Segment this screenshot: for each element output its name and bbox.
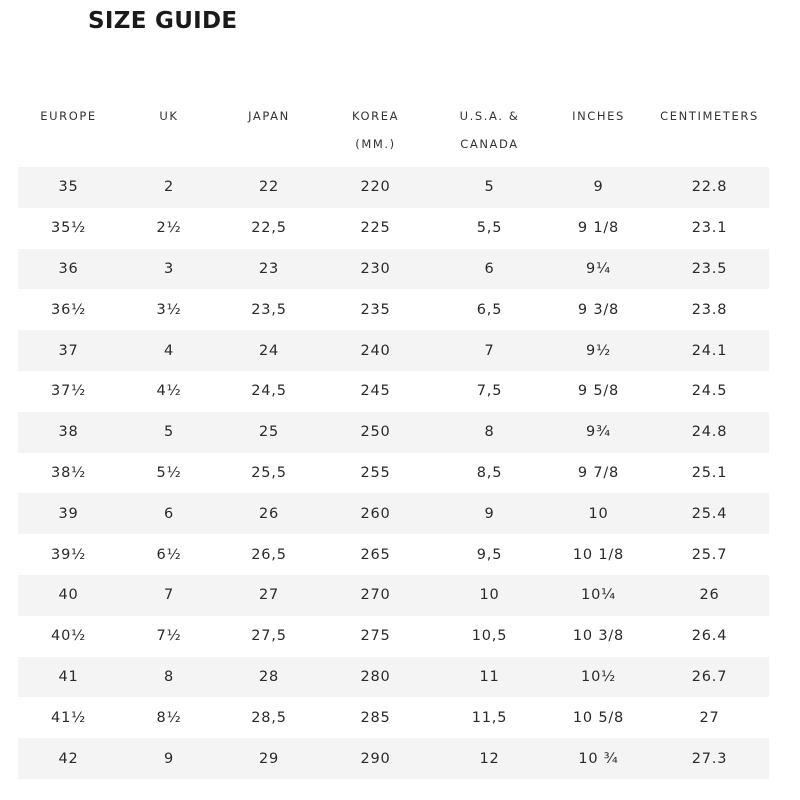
cell-japan: 22 (219, 167, 319, 208)
cell-uk: 7 (119, 575, 219, 616)
column-header-japan (219, 92, 319, 167)
header-row (18, 92, 769, 167)
cell-centimeters: 25.4 (650, 493, 769, 534)
size-table (18, 92, 769, 779)
cell-japan: 23,5 (219, 289, 319, 330)
cell-usa-canada: 12 (432, 738, 547, 779)
cell-europe: 42 (18, 738, 119, 779)
cell-europe: 35 (18, 167, 119, 208)
cell-korea: 275 (319, 616, 432, 657)
cell-uk: 9 (119, 738, 219, 779)
cell-inches: 9 7/8 (547, 453, 650, 494)
cell-korea: 285 (319, 697, 432, 738)
cell-usa-canada: 9,5 (432, 534, 547, 575)
cell-usa-canada: 6,5 (432, 289, 547, 330)
cell-inches: 9 3/8 (547, 289, 650, 330)
column-header-inches (547, 92, 650, 167)
column-header-label: EUROPE (40, 109, 97, 123)
cell-japan: 27 (219, 575, 319, 616)
cell-centimeters: 24.1 (650, 330, 769, 371)
cell-centimeters: 25.7 (650, 534, 769, 575)
cell-europe: 35½ (18, 208, 119, 249)
cell-korea: 280 (319, 657, 432, 698)
cell-japan: 24,5 (219, 371, 319, 412)
cell-japan: 25 (219, 412, 319, 453)
cell-japan: 29 (219, 738, 319, 779)
table-row (18, 697, 769, 738)
table-row (18, 208, 769, 249)
cell-inches: 9¼ (547, 249, 650, 290)
cell-uk: 6½ (119, 534, 219, 575)
cell-europe: 39½ (18, 534, 119, 575)
cell-korea: 230 (319, 249, 432, 290)
table-row (18, 371, 769, 412)
cell-usa-canada: 7,5 (432, 371, 547, 412)
cell-europe: 41½ (18, 697, 119, 738)
table-row (18, 575, 769, 616)
cell-centimeters: 26.4 (650, 616, 769, 657)
cell-inches: 10 5/8 (547, 697, 650, 738)
cell-centimeters: 23.5 (650, 249, 769, 290)
column-header-label: KOREA (351, 109, 400, 123)
cell-uk: 5 (119, 412, 219, 453)
column-header-uk (119, 92, 219, 167)
cell-usa-canada: 11,5 (432, 697, 547, 738)
cell-inches: 10 ¾ (547, 738, 650, 779)
cell-usa-canada: 10 (432, 575, 547, 616)
cell-korea: 265 (319, 534, 432, 575)
cell-uk: 4½ (119, 371, 219, 412)
table-row (18, 493, 769, 534)
cell-uk: 5½ (119, 453, 219, 494)
cell-uk: 4 (119, 330, 219, 371)
cell-centimeters: 22.8 (650, 167, 769, 208)
table-row (18, 167, 769, 208)
column-header-sublabel: CANADA (460, 137, 519, 151)
cell-centimeters: 24.8 (650, 412, 769, 453)
table-row (18, 616, 769, 657)
cell-europe: 36½ (18, 289, 119, 330)
cell-japan: 25,5 (219, 453, 319, 494)
cell-inches: 9 5/8 (547, 371, 650, 412)
table-row (18, 534, 769, 575)
cell-korea: 270 (319, 575, 432, 616)
cell-inches: 10¼ (547, 575, 650, 616)
cell-korea: 240 (319, 330, 432, 371)
cell-japan: 23 (219, 249, 319, 290)
cell-usa-canada: 8 (432, 412, 547, 453)
column-header-centimeters (650, 92, 769, 167)
cell-inches: 10 (547, 493, 650, 534)
cell-korea: 235 (319, 289, 432, 330)
cell-usa-canada: 11 (432, 657, 547, 698)
column-header-sublabel: (MM.) (355, 137, 396, 151)
cell-centimeters: 27.3 (650, 738, 769, 779)
cell-europe: 40 (18, 575, 119, 616)
cell-uk: 3 (119, 249, 219, 290)
cell-usa-canada: 5 (432, 167, 547, 208)
table-row (18, 738, 769, 779)
cell-usa-canada: 8,5 (432, 453, 547, 494)
cell-inches: 10 1/8 (547, 534, 650, 575)
column-header-label: JAPAN (248, 109, 290, 123)
cell-korea: 225 (319, 208, 432, 249)
cell-uk: 2 (119, 167, 219, 208)
cell-europe: 37 (18, 330, 119, 371)
cell-centimeters: 23.1 (650, 208, 769, 249)
cell-inches: 10½ (547, 657, 650, 698)
cell-usa-canada: 6 (432, 249, 547, 290)
table-row (18, 289, 769, 330)
cell-europe: 39 (18, 493, 119, 534)
cell-europe: 37½ (18, 371, 119, 412)
cell-japan: 27,5 (219, 616, 319, 657)
column-header-label: CENTIMETERS (660, 109, 759, 123)
column-header-label: UK (159, 109, 179, 123)
cell-korea: 260 (319, 493, 432, 534)
column-header-label: INCHES (572, 109, 625, 123)
cell-usa-canada: 7 (432, 330, 547, 371)
cell-japan: 24 (219, 330, 319, 371)
cell-korea: 250 (319, 412, 432, 453)
size-table-body (18, 167, 769, 779)
cell-inches: 10 3/8 (547, 616, 650, 657)
cell-japan: 28,5 (219, 697, 319, 738)
cell-uk: 7½ (119, 616, 219, 657)
cell-japan: 26,5 (219, 534, 319, 575)
cell-korea: 245 (319, 371, 432, 412)
cell-japan: 22,5 (219, 208, 319, 249)
cell-europe: 38 (18, 412, 119, 453)
cell-uk: 8 (119, 657, 219, 698)
cell-usa-canada: 9 (432, 493, 547, 534)
cell-inches: 9 (547, 167, 650, 208)
cell-inches: 9¾ (547, 412, 650, 453)
cell-uk: 3½ (119, 289, 219, 330)
table-row (18, 412, 769, 453)
cell-centimeters: 26 (650, 575, 769, 616)
cell-europe: 41 (18, 657, 119, 698)
cell-uk: 8½ (119, 697, 219, 738)
column-header-usa-canada (432, 92, 547, 167)
column-header-label: U.S.A. & (459, 109, 520, 123)
cell-uk: 2½ (119, 208, 219, 249)
cell-centimeters: 24.5 (650, 371, 769, 412)
cell-centimeters: 27 (650, 697, 769, 738)
cell-uk: 6 (119, 493, 219, 534)
cell-centimeters: 26.7 (650, 657, 769, 698)
cell-korea: 290 (319, 738, 432, 779)
table-row (18, 657, 769, 698)
column-header-korea (319, 92, 432, 167)
cell-japan: 26 (219, 493, 319, 534)
column-header-europe (18, 92, 119, 167)
page-title: SIZE GUIDE (88, 8, 238, 34)
table-row (18, 453, 769, 494)
cell-korea: 255 (319, 453, 432, 494)
cell-europe: 36 (18, 249, 119, 290)
table-row (18, 249, 769, 290)
cell-centimeters: 25.1 (650, 453, 769, 494)
cell-usa-canada: 10,5 (432, 616, 547, 657)
cell-usa-canada: 5,5 (432, 208, 547, 249)
cell-europe: 38½ (18, 453, 119, 494)
cell-inches: 9½ (547, 330, 650, 371)
cell-centimeters: 23.8 (650, 289, 769, 330)
cell-inches: 9 1/8 (547, 208, 650, 249)
cell-korea: 220 (319, 167, 432, 208)
table-row (18, 330, 769, 371)
cell-europe: 40½ (18, 616, 119, 657)
cell-japan: 28 (219, 657, 319, 698)
